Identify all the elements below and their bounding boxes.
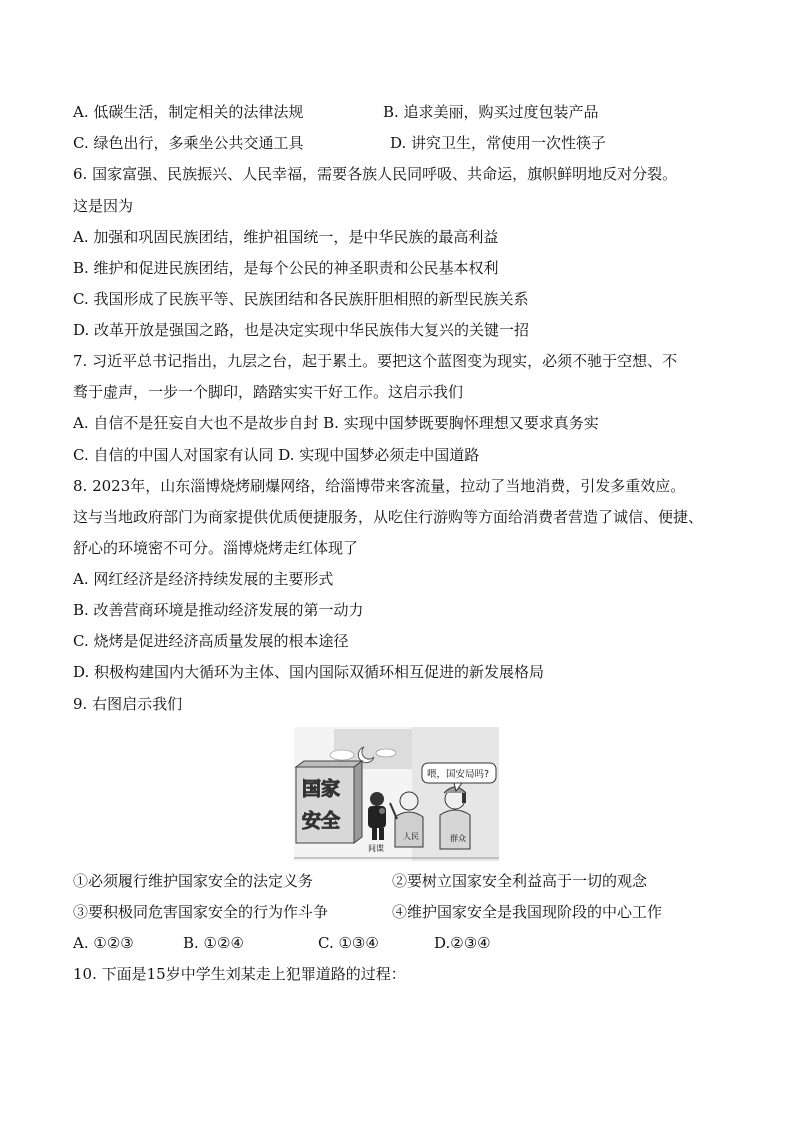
q9-option-c: C. ①③④: [318, 934, 379, 952]
q5-option-d: D. 讲究卫生，常使用一次性筷子: [390, 134, 607, 152]
phone-icon: [462, 793, 466, 803]
label-people: 人民: [403, 832, 419, 841]
q7-stem-line2: 骛于虚声，一步一个脚印，踏踏实实干好工作。这启示我们: [73, 383, 464, 401]
q6-option-b: B. 维护和促进民族团结，是每个公民的神圣职责和公民基本权利: [73, 259, 499, 277]
q9-option-a: A. ①②③: [73, 934, 134, 952]
q6-option-d: D. 改革开放是强国之路，也是决定实现中华民族伟大复兴的关键一招: [73, 321, 530, 339]
sign-line1: 国家: [302, 778, 341, 800]
q8-stem-line2: 这与当地政府部门为商家提供优质便捷服务，从吃住行游购等方面给消费者营造了诚信、便捷、: [73, 508, 704, 526]
q6-stem-line1: 6. 国家富强、民族振兴、人民幸福，需要各族人民同呼吸、共命运，旗帜鲜明地反对分裂。: [73, 165, 678, 183]
q9-option-b: B. ①②④: [183, 934, 244, 952]
q8-option-c: C. 烧烤是促进经济高质量发展的根本途径: [73, 632, 349, 650]
q8-option-a: A. 网红经济是经济持续发展的主要形式: [73, 570, 334, 588]
q9-option-d: D.②③④: [434, 934, 491, 952]
q9-item-4: ④维护国家安全是我国现阶段的中心工作: [392, 903, 663, 921]
q8-option-b: B. 改善营商环境是推动经济发展的第一动力: [73, 601, 364, 619]
q6-option-a: A. 加强和巩固民族团结，维护祖国统一，是中华民族的最高利益: [73, 228, 499, 246]
label-spy: 间谍: [368, 844, 384, 853]
q9-stem: 9. 右图启示我们: [73, 695, 183, 713]
q6-stem-line2: 这是因为: [73, 197, 134, 215]
q8-option-d: D. 积极构建国内大循环为主体、国内国际双循环相互促进的新发展格局: [73, 663, 545, 681]
q7-stem-line1: 7. 习近平总书记指出，九层之台，起于累土。要把这个蓝图变为现实，必须不驰于空想、不: [73, 352, 678, 370]
sign-line2: 安全: [302, 810, 341, 832]
label-crowd: 群众: [450, 834, 466, 843]
bubble-text: 喂，国安局吗?: [427, 769, 490, 780]
q8-stem-line3: 舒心的环境密不可分。淄博烧烤走红体现了: [73, 539, 359, 557]
q5-option-a: A. 低碳生活，制定相关的法律法规: [73, 103, 304, 121]
q9-item-1: ①必须履行维护国家安全的法定义务: [73, 872, 314, 890]
national-security-cartoon: [294, 727, 499, 861]
q5-option-c: C. 绿色出行，多乘坐公共交通工具: [73, 134, 304, 152]
q6-option-c: C. 我国形成了民族平等、民族团结和各民族肝胆相照的新型民族关系: [73, 290, 529, 308]
cartoon-illustration: [294, 727, 499, 861]
q7-options-ab: A. 自信不是狂妄自大也不是故步自封 B. 实现中国梦既要胸怀理想又要求真务实: [73, 414, 599, 432]
q9-item-2: ②要树立国家安全利益高于一切的观念: [392, 872, 648, 890]
q10-stem: 10. 下面是15岁中学生刘某走上犯罪道路的过程：: [73, 965, 406, 983]
q5-option-b: B. 追求美丽，购买过度包装产品: [383, 103, 599, 121]
q8-stem-line1: 8. 2023年，山东淄博烧烤刷爆网络，给淄博带来客流量，拉动了当地消费，引发多重效应。: [73, 477, 686, 495]
q9-item-3: ③要积极同危害国家安全的行为作斗争: [73, 903, 329, 921]
q7-options-cd: C. 自信的中国人对国家有认同 D. 实现中国梦必须走中国道路: [73, 446, 480, 464]
